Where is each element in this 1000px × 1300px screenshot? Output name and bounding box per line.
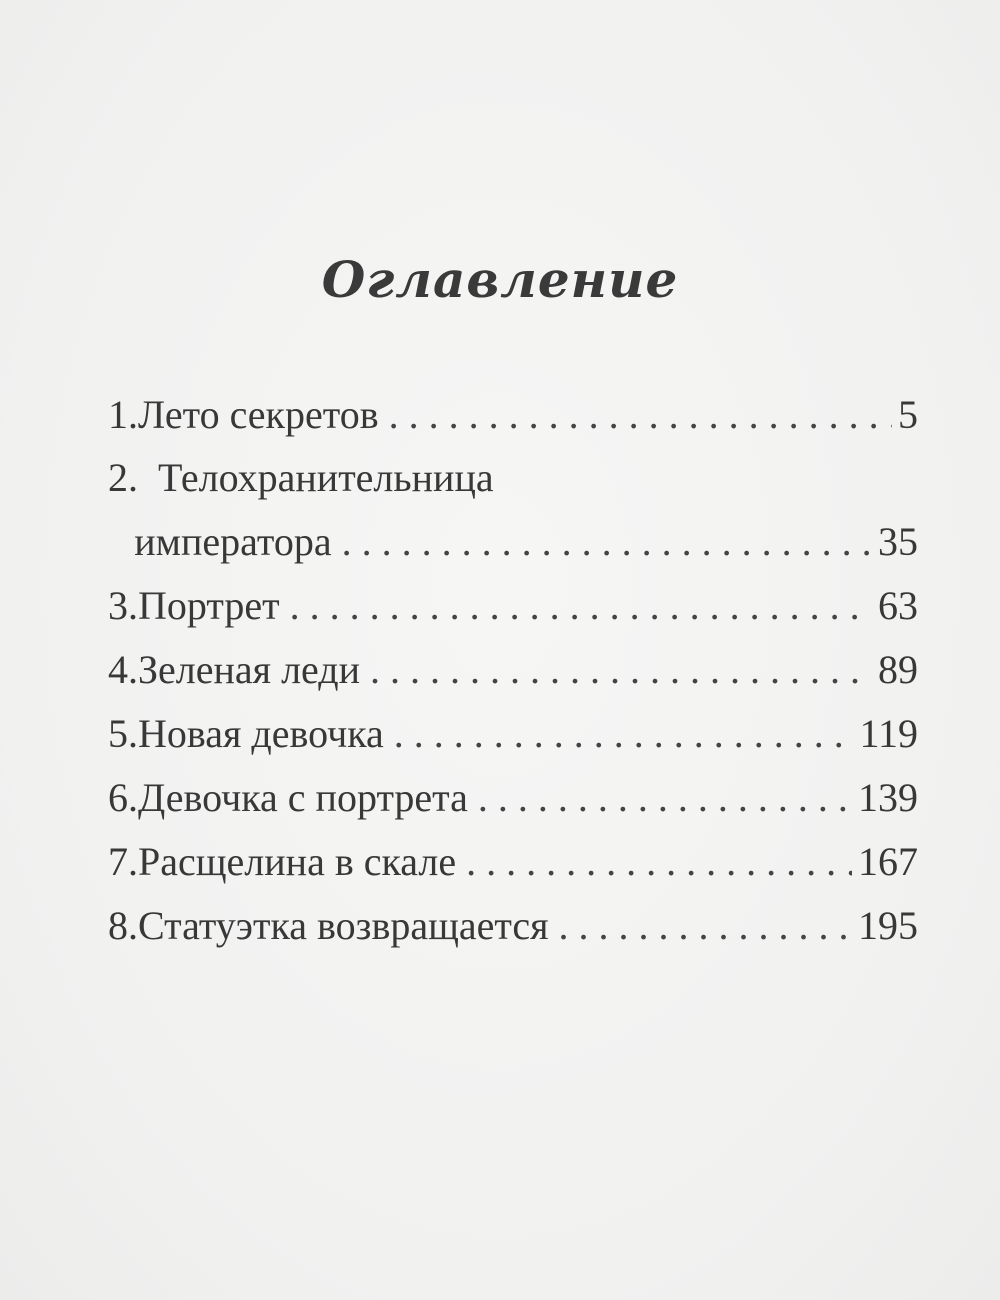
toc-entry-page: 167 xyxy=(858,839,918,884)
toc-entry-number: 1. xyxy=(108,392,138,437)
toc-entry-number: 7. xyxy=(108,839,138,884)
dot-leader xyxy=(478,766,852,830)
toc-entry-title: Портрет xyxy=(138,583,280,628)
toc-entry-title: Телохранительница xyxy=(158,455,494,500)
dot-leader xyxy=(394,702,854,766)
toc-entry-3 xyxy=(108,574,918,638)
toc-entry-page: 63 xyxy=(878,583,918,628)
toc-entry-number: 5. xyxy=(108,711,138,756)
dot-leader xyxy=(559,894,852,958)
toc-entry-title-continued: императора xyxy=(134,519,332,564)
toc-entry-title: Лето секретов xyxy=(138,392,379,437)
toc-entry-title: Зеленая леди xyxy=(138,647,361,692)
toc-entry-5 xyxy=(108,702,918,766)
toc-entry-7 xyxy=(108,830,918,894)
page-title: Оглавление xyxy=(321,250,679,309)
dot-leader xyxy=(290,574,872,638)
table-of-contents xyxy=(108,384,918,958)
toc-entry-6 xyxy=(108,766,918,830)
toc-entry-1 xyxy=(108,384,918,446)
toc-entry-8 xyxy=(108,894,918,958)
toc-entry-title: Расщелина в скале xyxy=(138,839,457,884)
toc-entry-number: 6. xyxy=(108,775,138,820)
dot-leader xyxy=(389,384,892,446)
toc-entry-title: Статуэтка возвращается xyxy=(138,903,549,948)
toc-entry-title: Девочка с портрета xyxy=(138,775,468,820)
toc-entry-title: Новая девочка xyxy=(138,711,384,756)
dot-leader xyxy=(370,638,872,702)
toc-entry-page: 139 xyxy=(858,775,918,820)
toc-entry-number: 2. xyxy=(108,455,138,500)
dot-leader xyxy=(466,830,852,894)
toc-entry-2 xyxy=(108,446,918,574)
toc-entry-number: 3. xyxy=(108,583,138,628)
toc-entry-number: 4. xyxy=(108,647,138,692)
toc-entry-page: 195 xyxy=(858,903,918,948)
toc-entry-page: 5 xyxy=(898,392,918,437)
toc-entry-page: 35 xyxy=(878,519,918,564)
toc-entry-page: 89 xyxy=(878,647,918,692)
dot-leader xyxy=(342,510,872,574)
toc-entry-4 xyxy=(108,638,918,702)
toc-entry-page: 119 xyxy=(859,711,918,756)
toc-entry-number: 8. xyxy=(108,903,138,948)
